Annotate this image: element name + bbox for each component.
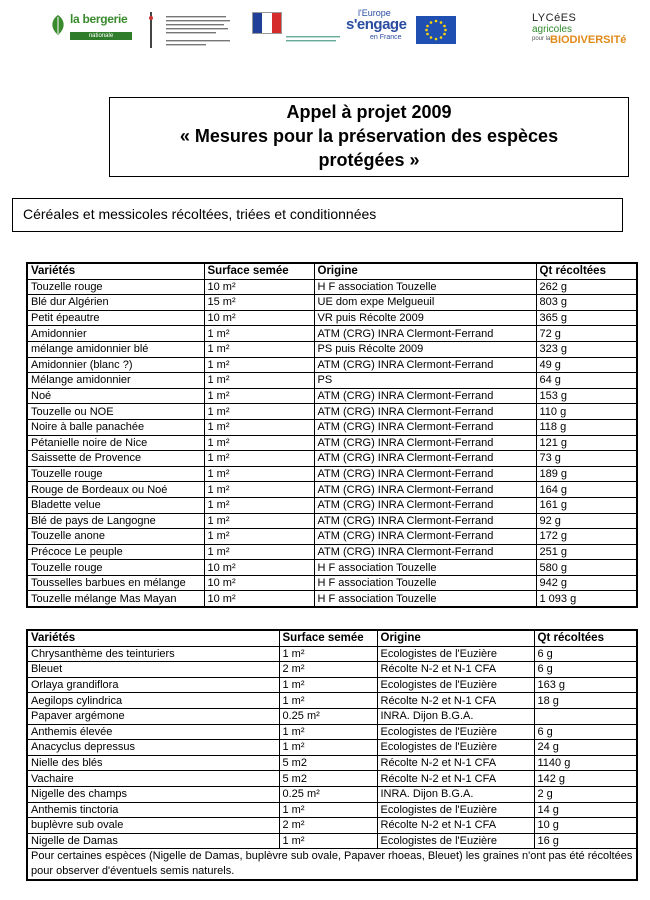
quantite-cell: 110 g bbox=[536, 404, 637, 420]
origine-cell: H F association Touzelle bbox=[314, 560, 536, 576]
table-row bbox=[27, 326, 637, 342]
origine-cell: ATM (CRG) INRA Clermont-Ferrand bbox=[314, 497, 536, 513]
variete-cell: Saissette de Provence bbox=[27, 451, 204, 467]
variete-cell: buplèvre sub ovale bbox=[27, 818, 279, 834]
cereals-table bbox=[26, 262, 638, 608]
surface-cell: 1 m² bbox=[279, 724, 377, 740]
quantite-cell: 323 g bbox=[536, 341, 637, 357]
table-row bbox=[27, 755, 637, 771]
subtitle-box bbox=[12, 198, 623, 232]
variete-cell: Blé de pays de Langogne bbox=[27, 513, 204, 529]
europe-line3: en France bbox=[370, 34, 402, 41]
quantite-cell: 1 093 g bbox=[536, 591, 637, 607]
table-row bbox=[27, 544, 637, 560]
surface-cell: 2 m² bbox=[279, 662, 377, 678]
table-row bbox=[27, 591, 637, 607]
variete-cell: Blé dur Algérien bbox=[27, 295, 204, 311]
origine-cell: PS puis Récolte 2009 bbox=[314, 341, 536, 357]
origine-cell: Ecologistes de l'Euzière bbox=[377, 833, 534, 849]
variete-cell: Noire à balle panachée bbox=[27, 419, 204, 435]
column-header-surface: Surface semée bbox=[279, 630, 377, 646]
table-header-row bbox=[27, 630, 637, 646]
surface-cell: 0.25 m² bbox=[279, 786, 377, 802]
surface-cell: 1 m² bbox=[279, 802, 377, 818]
quantite-cell: 6 g bbox=[534, 646, 637, 662]
variete-cell: Noé bbox=[27, 388, 204, 404]
table-row bbox=[27, 310, 637, 326]
title-line-3: protégées » bbox=[318, 150, 420, 170]
surface-cell: 10 m² bbox=[204, 279, 314, 295]
logo-header bbox=[0, 6, 650, 56]
table-row bbox=[27, 295, 637, 311]
leaf-icon bbox=[48, 14, 68, 36]
origine-cell: VR puis Récolte 2009 bbox=[314, 310, 536, 326]
variete-cell: Nigelle des champs bbox=[27, 786, 279, 802]
origine-cell: ATM (CRG) INRA Clermont-Ferrand bbox=[314, 404, 536, 420]
column-header-varietes: Variétés bbox=[27, 263, 204, 279]
variete-cell: Anthemis tinctoria bbox=[27, 802, 279, 818]
surface-cell: 1 m² bbox=[204, 341, 314, 357]
origine-cell: INRA. Dijon B.G.A. bbox=[377, 708, 534, 724]
table-row bbox=[27, 513, 637, 529]
origine-cell: PS bbox=[314, 373, 536, 389]
variete-cell: Papaver argémone bbox=[27, 708, 279, 724]
table-header-row bbox=[27, 263, 637, 279]
quantite-cell: 73 g bbox=[536, 451, 637, 467]
lycees-line2: agricoles bbox=[532, 24, 573, 35]
surface-cell: 10 m² bbox=[204, 310, 314, 326]
origine-cell: ATM (CRG) INRA Clermont-Ferrand bbox=[314, 357, 536, 373]
variete-cell: Nigelle de Damas bbox=[27, 833, 279, 849]
origine-cell: Récolte N-2 et N-1 CFA bbox=[377, 771, 534, 787]
table-row bbox=[27, 482, 637, 498]
surface-cell: 1 m² bbox=[204, 419, 314, 435]
origine-cell: ATM (CRG) INRA Clermont-Ferrand bbox=[314, 419, 536, 435]
origine-cell: Ecologistes de l'Euzière bbox=[377, 724, 534, 740]
quantite-cell: 262 g bbox=[536, 279, 637, 295]
origine-cell: ATM (CRG) INRA Clermont-Ferrand bbox=[314, 435, 536, 451]
surface-cell: 1 m² bbox=[279, 646, 377, 662]
quantite-cell: 142 g bbox=[534, 771, 637, 787]
variete-cell: Rouge de Bordeaux ou Noé bbox=[27, 482, 204, 498]
quantite-cell: 803 g bbox=[536, 295, 637, 311]
bergerie-subname: nationale bbox=[70, 32, 132, 40]
surface-cell: 1 m² bbox=[204, 451, 314, 467]
table-row bbox=[27, 373, 637, 389]
surface-cell: 5 m2 bbox=[279, 771, 377, 787]
table-row bbox=[27, 818, 637, 834]
variete-cell: Petit épeautre bbox=[27, 310, 204, 326]
variete-cell: Touzelle rouge bbox=[27, 466, 204, 482]
surface-cell: 1 m² bbox=[204, 373, 314, 389]
quantite-cell: 942 g bbox=[536, 575, 637, 591]
table-row bbox=[27, 560, 637, 576]
variete-cell: Bleuet bbox=[27, 662, 279, 678]
variete-cell: Bladette velue bbox=[27, 497, 204, 513]
quantite-cell: 10 g bbox=[534, 818, 637, 834]
subtitle-text: Céréales et messicoles récoltées, triées et conditionnées bbox=[23, 206, 377, 222]
quantite-cell: 92 g bbox=[536, 513, 637, 529]
origine-cell: ATM (CRG) INRA Clermont-Ferrand bbox=[314, 482, 536, 498]
variete-cell: Touzelle anone bbox=[27, 529, 204, 545]
table-row bbox=[27, 575, 637, 591]
table-row bbox=[27, 497, 637, 513]
bergerie-logo bbox=[48, 12, 133, 42]
origine-cell: H F association Touzelle bbox=[314, 279, 536, 295]
surface-cell: 1 m² bbox=[204, 513, 314, 529]
quantite-cell: 72 g bbox=[536, 326, 637, 342]
variete-cell: Nielle des blés bbox=[27, 755, 279, 771]
variete-cell: Précoce Le peuple bbox=[27, 544, 204, 560]
lycees-agricoles-logo bbox=[528, 12, 627, 52]
table-row bbox=[27, 693, 637, 709]
quantite-cell: 580 g bbox=[536, 560, 637, 576]
quantite-cell: 172 g bbox=[536, 529, 637, 545]
variete-cell: Orlaya grandiflora bbox=[27, 677, 279, 693]
quantite-cell: 153 g bbox=[536, 388, 637, 404]
surface-cell: 15 m² bbox=[204, 295, 314, 311]
quantite-cell: 6 g bbox=[534, 662, 637, 678]
europe-sengage-logo bbox=[346, 8, 410, 50]
quantite-cell: 1140 g bbox=[534, 755, 637, 771]
surface-cell: 5 m2 bbox=[279, 755, 377, 771]
messicoles-table bbox=[26, 629, 638, 881]
ministry-text-graphic bbox=[166, 16, 232, 50]
quantite-cell: 14 g bbox=[534, 802, 637, 818]
ministry-mark-icon bbox=[146, 12, 156, 48]
variete-cell: Chrysanthème des teinturiers bbox=[27, 646, 279, 662]
variete-cell: Touzelle mélange Mas Mayan bbox=[27, 591, 204, 607]
surface-cell: 1 m² bbox=[204, 466, 314, 482]
origine-cell: H F association Touzelle bbox=[314, 575, 536, 591]
origine-cell: ATM (CRG) INRA Clermont-Ferrand bbox=[314, 388, 536, 404]
origine-cell: Récolte N-2 et N-1 CFA bbox=[377, 755, 534, 771]
column-header-quantite: Qt récoltées bbox=[534, 630, 637, 646]
quantite-cell: 118 g bbox=[536, 419, 637, 435]
table-row bbox=[27, 677, 637, 693]
origine-cell: ATM (CRG) INRA Clermont-Ferrand bbox=[314, 513, 536, 529]
surface-cell: 1 m² bbox=[279, 693, 377, 709]
surface-cell: 1 m² bbox=[204, 326, 314, 342]
origine-cell: Récolte N-2 et N-1 CFA bbox=[377, 662, 534, 678]
variete-cell: Vachaire bbox=[27, 771, 279, 787]
table-row bbox=[27, 724, 637, 740]
variete-cell: Anacyclus depressus bbox=[27, 740, 279, 756]
table-row bbox=[27, 419, 637, 435]
eu-flag-icon bbox=[416, 16, 456, 44]
surface-cell: 10 m² bbox=[204, 591, 314, 607]
table-row bbox=[27, 357, 637, 373]
lycees-line3: pour la bbox=[532, 36, 551, 42]
surface-cell: 1 m² bbox=[279, 833, 377, 849]
variete-cell: Anthemis élevée bbox=[27, 724, 279, 740]
origine-cell: Ecologistes de l'Euzière bbox=[377, 677, 534, 693]
republique-francaise-logo-icon bbox=[252, 12, 282, 34]
title-line-1: Appel à projet 2009 bbox=[286, 102, 452, 122]
column-header-origine: Origine bbox=[377, 630, 534, 646]
table-row bbox=[27, 771, 637, 787]
bergerie-name: la bergerie bbox=[70, 12, 128, 26]
quantite-cell: 365 g bbox=[536, 310, 637, 326]
surface-cell: 1 m² bbox=[204, 357, 314, 373]
variete-cell: Aegilops cylindrica bbox=[27, 693, 279, 709]
variete-cell: Amidonnier bbox=[27, 326, 204, 342]
quantite-cell: 18 g bbox=[534, 693, 637, 709]
surface-cell: 1 m² bbox=[204, 497, 314, 513]
quantite-cell: 2 g bbox=[534, 786, 637, 802]
title-line-2: « Mesures pour la préservation des espèces bbox=[179, 126, 559, 146]
surface-cell: 1 m² bbox=[279, 677, 377, 693]
table-row bbox=[27, 404, 637, 420]
surface-cell: 1 m² bbox=[204, 529, 314, 545]
table-row bbox=[27, 451, 637, 467]
surface-cell: 1 m² bbox=[204, 388, 314, 404]
origine-cell: Récolte N-2 et N-1 CFA bbox=[377, 818, 534, 834]
table-row bbox=[27, 529, 637, 545]
origine-cell: Récolte N-2 et N-1 CFA bbox=[377, 693, 534, 709]
europe-line2: s'engage bbox=[346, 16, 407, 33]
surface-cell: 1 m² bbox=[204, 482, 314, 498]
origine-cell: Ecologistes de l'Euzière bbox=[377, 646, 534, 662]
origine-cell: ATM (CRG) INRA Clermont-Ferrand bbox=[314, 466, 536, 482]
origine-cell: Ecologistes de l'Euzière bbox=[377, 802, 534, 818]
table-row bbox=[27, 662, 637, 678]
table-row bbox=[27, 786, 637, 802]
quantite-cell: 64 g bbox=[536, 373, 637, 389]
variete-cell: Tousselles barbues en mélange bbox=[27, 575, 204, 591]
quantite-cell: 161 g bbox=[536, 497, 637, 513]
variete-cell: Touzelle rouge bbox=[27, 279, 204, 295]
variete-cell: Mélange amidonnier bbox=[27, 373, 204, 389]
quantite-cell: 164 g bbox=[536, 482, 637, 498]
lycees-line1: LYCéES bbox=[532, 12, 577, 24]
table-row bbox=[27, 466, 637, 482]
origine-cell: H F association Touzelle bbox=[314, 591, 536, 607]
column-header-origine: Origine bbox=[314, 263, 536, 279]
agency-caption-graphic bbox=[286, 36, 342, 46]
origine-cell: Ecologistes de l'Euzière bbox=[377, 740, 534, 756]
surface-cell: 10 m² bbox=[204, 575, 314, 591]
table-row bbox=[27, 802, 637, 818]
column-header-quantite: Qt récoltées bbox=[536, 263, 637, 279]
surface-cell: 1 m² bbox=[204, 404, 314, 420]
table-row bbox=[27, 833, 637, 849]
variete-cell: Pétanielle noire de Nice bbox=[27, 435, 204, 451]
table-row bbox=[27, 279, 637, 295]
surface-cell: 0.25 m² bbox=[279, 708, 377, 724]
surface-cell: 1 m² bbox=[279, 740, 377, 756]
table-note: Pour certaines espèces (Nigelle de Damas, buplèvre sub ovale, Papaver rhoeas, Bleuet) les graines n'ont pas été récoltées pour observer d'éventuels semis naturels. bbox=[27, 849, 637, 881]
origine-cell: ATM (CRG) INRA Clermont-Ferrand bbox=[314, 544, 536, 560]
quantite-cell bbox=[534, 708, 637, 724]
quantite-cell: 163 g bbox=[534, 677, 637, 693]
quantite-cell: 6 g bbox=[534, 724, 637, 740]
origine-cell: ATM (CRG) INRA Clermont-Ferrand bbox=[314, 529, 536, 545]
table-row bbox=[27, 341, 637, 357]
table-row bbox=[27, 646, 637, 662]
origine-cell: ATM (CRG) INRA Clermont-Ferrand bbox=[314, 451, 536, 467]
variete-cell: Amidonnier (blanc ?) bbox=[27, 357, 204, 373]
quantite-cell: 121 g bbox=[536, 435, 637, 451]
table-row bbox=[27, 388, 637, 404]
column-header-varietes: Variétés bbox=[27, 630, 279, 646]
variete-cell: Touzelle ou NOE bbox=[27, 404, 204, 420]
origine-cell: INRA. Dijon B.G.A. bbox=[377, 786, 534, 802]
surface-cell: 2 m² bbox=[279, 818, 377, 834]
table-note-row bbox=[27, 849, 637, 881]
europe-line1: l'Europe bbox=[358, 8, 391, 18]
table-row bbox=[27, 740, 637, 756]
column-header-surface: Surface semée bbox=[204, 263, 314, 279]
surface-cell: 10 m² bbox=[204, 560, 314, 576]
quantite-cell: 16 g bbox=[534, 833, 637, 849]
variete-cell: Touzelle rouge bbox=[27, 560, 204, 576]
lycees-line4: BIODIVERSITé bbox=[550, 34, 627, 46]
title-box bbox=[109, 97, 629, 177]
surface-cell: 1 m² bbox=[204, 435, 314, 451]
origine-cell: UE dom expe Melgueuil bbox=[314, 295, 536, 311]
quantite-cell: 189 g bbox=[536, 466, 637, 482]
variete-cell: mélange amidonnier blé bbox=[27, 341, 204, 357]
origine-cell: ATM (CRG) INRA Clermont-Ferrand bbox=[314, 326, 536, 342]
quantite-cell: 24 g bbox=[534, 740, 637, 756]
table-row bbox=[27, 435, 637, 451]
quantite-cell: 49 g bbox=[536, 357, 637, 373]
surface-cell: 1 m² bbox=[204, 544, 314, 560]
table-row bbox=[27, 708, 637, 724]
quantite-cell: 251 g bbox=[536, 544, 637, 560]
